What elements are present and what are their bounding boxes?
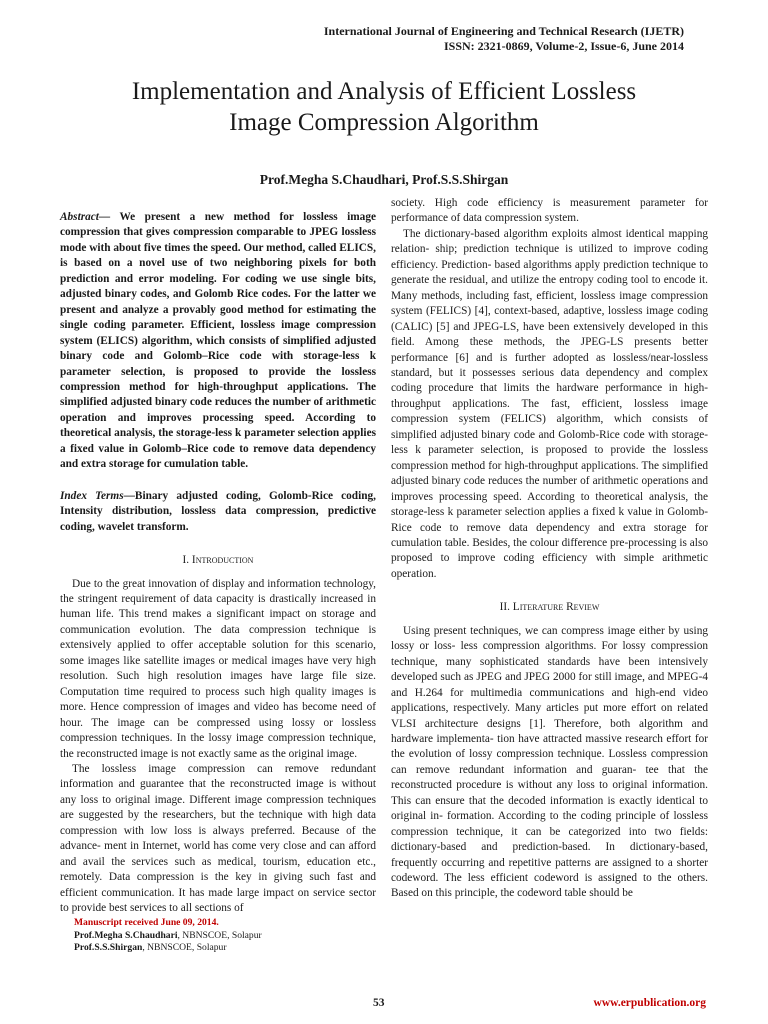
- right-paragraph-0: society. High code efficiency is measurement parameter for performance of data compression system.: [391, 197, 708, 225]
- intro-paragraph-2: The lossless image compression can remove redundant information and guarantee that the reconstructed image is without any loss to original image. Different image compression techniques are suggested by the researchers, but the technique with high data compression with low loss is always preferred. Because of the advance- ment in Internet, world has come very close and can afford and avail the services such as medical, tourism, education etc., remotely. Data compression is the key in giving such fast and efficient communication. It has made large impact on service sector to provide best services to all sections of: [60, 762, 376, 915]
- paper-authors: Prof.Megha S.Chaudhari, Prof.S.S.Shirgan: [259, 172, 509, 187]
- right-paragraph-2: Using present techniques, we can compress image either by using lossy or loss- less compression algorithms. For lossy compression technique, many sophisticated standards have been intensively developed such as JPEG and JPEG 2000 for still image, and MPEG-4 and H.264 for multimedia communications and high-end video applications, respectively. Many articles put more effort on related VLSI architecture designs [1]. Therefore, both algorithm and hardware implementa- tion have attracted massive research effort for the evolution of lossy compression technique. Lossless compression can remove redundant information and guaran- tee that the reconstructed procedure is without any loss to original information. This can ensure that the decoded information is exactly identical to original in- formation. According to the coding principle of lossless compression technique, it can be categorized into two fields: dictionary-based and prediction-based. In dictionary-based, frequently occurring and repetitive patterns are assigned to a shorter codeword. The less efficient codeword is assigned to the others. Based on this principle, the codeword table should be: [391, 624, 708, 900]
- author-1-affiliation: , NBNSCOE, Solapur: [177, 929, 262, 941]
- intro-paragraph-1: Due to the great innovation of display and information technology, the stringent requirement of data capacity is drastically increased in human life. This trend makes a significant impact on storage and communication evolution. The data compression technique is extensively applied to offer acceptable solution for this scenario, some images like satellite images or medical images have very high resolution. Such high resolution images have large file size. Computation time required to process such high quality images is more. Hence compression of images and video has become need of hour. The image can be compressed using lossy or lossless compression techniques. In the lossy image compression technique, the reconstructed image is not exactly same as the original image.: [60, 577, 376, 760]
- title-line-2: Image Compression Algorithm: [229, 109, 539, 136]
- left-column: [60, 196, 376, 916]
- abstract: [60, 210, 376, 473]
- manuscript-received: Manuscript received June 09, 2014.: [74, 917, 219, 928]
- author-affiliation-2: [74, 942, 262, 955]
- paper-title: [40, 76, 728, 138]
- index-terms-label: Index Terms: [60, 489, 124, 502]
- section-heading-introduction: I. Introduction: [182, 554, 254, 567]
- abstract-text: We present a new method for lossless image compression that gives compression comparable to JPEG lossless mode with about five times the speed. Our method, called ELICS, is based on a novel use of two neighboring pixels for both prediction and error modeling. For coding we use single bits, adjusted binary codes, and Golomb Rice codes. For the latter we present and analyze a provably good method for estimating the single coding parameter. Efficient, lossless image compression system (ELICS) algorithm, which consists of simplified adjusted binary code and Golomb–Rice code with storage-less k parameter selection, is proposed to provide the lossless compression method for high-throughput applications. The simplified adjusted binary code reduces the number of arithmetic operation and improves processing speed. According to theoretical analysis, the storage-less k parameter selection applies a fixed value in Golomb–Rice code to remove data dependency and extra storage for cumulation table.: [60, 211, 376, 471]
- author-affiliation-1: [74, 930, 262, 943]
- journal-issn: ISSN: 2321-0869, Volume-2, Issue-6, June 2014: [443, 39, 684, 53]
- right-column: [391, 196, 708, 902]
- publisher-website-link[interactable]: www.erpublication.org: [593, 997, 706, 1009]
- author-1-name: Prof.Megha S.Chaudhari: [74, 929, 178, 941]
- index-terms-text: —Binary adjusted coding, Golomb-Rice coding, Intensity distribution, lossless data compression, predictive coding, wavelet transform.: [60, 489, 376, 533]
- journal-header: [324, 24, 684, 54]
- journal-name: International Journal of Engineering and Technical Research (IJETR): [323, 24, 684, 38]
- abstract-label: Abstract—: [60, 211, 111, 223]
- section-heading-literature-review: II. Literature Review: [499, 601, 600, 614]
- title-line-1: Implementation and Analysis of Efficient Lossless: [131, 78, 637, 105]
- author-2-affiliation: , NBNSCOE, Solapur: [142, 942, 227, 953]
- page-number: 53: [373, 997, 385, 1009]
- right-paragraph-1: The dictionary-based algorithm exploits almost identical mapping relation- ship; prediction technique is utilized to improve coding efficiency. Prediction- based algorithms apply prediction technique to generate the residual, and utilize the entropy coding tool to encode it. Many methods, including fast, efficient, lossless image compression system (FELICS) [4], context-based, adaptive, lossless image coding (CALIC) [5] and JPEG-LS, have been extensively developed in this field. Among these methods, the JPEG-LS presents better performance [6] and is further adopted as lossless/near-lossless standard, but it possesses serious data dependency and complex coding procedure that limits the hardware performance in high-throughput applications. The fast, efficient, lossless image compression system (FELICS) algorithm, which consists of simplified adjusted binary code and Golomb-Rice code with storage-less k parameter selection, is proposed to provide the lossless compression method for high-throughput applications. The simplified adjusted binary code reduces the number of arithmetic operations and improves processing speed. According to theoretical analysis, the storage-less k parameter selection applies a fixed k value in Golomb-Rice code to remove data dependency and extra storage for cumulation table. Besides, the colour difference pre-processing is also proposed to improve coding efficiency with simple arithmetic operation.: [391, 227, 708, 580]
- author-2-name: Prof.S.S.Shirgan: [74, 942, 143, 953]
- index-terms: [60, 489, 376, 535]
- footnote: [74, 917, 262, 955]
